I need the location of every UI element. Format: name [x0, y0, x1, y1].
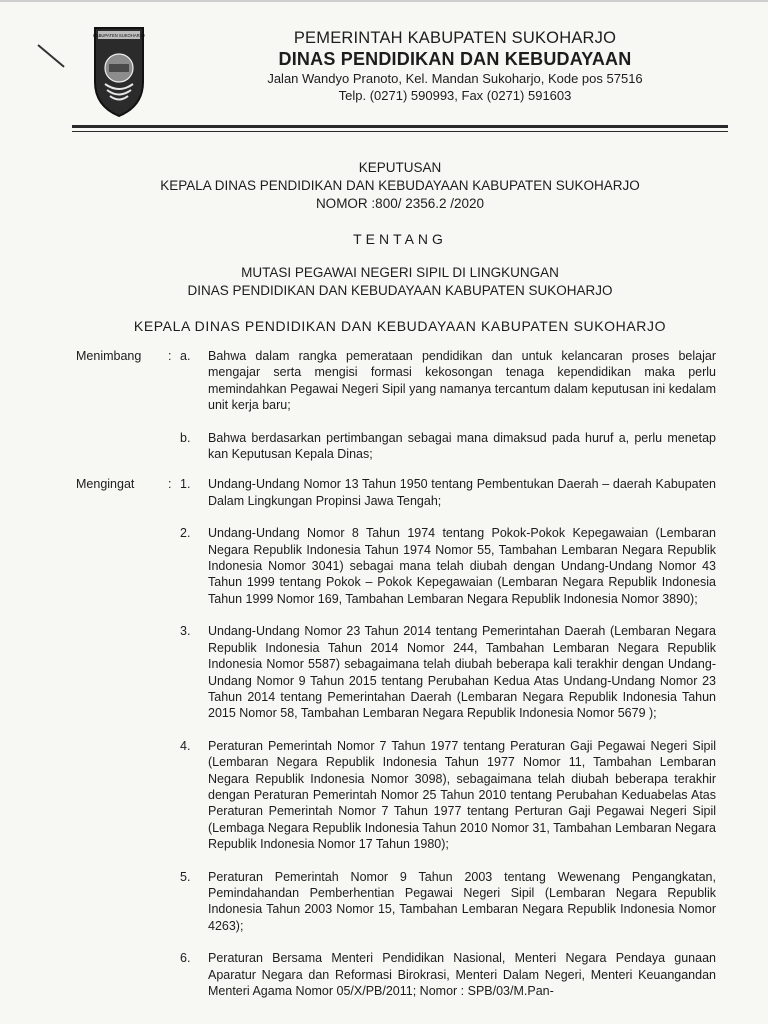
list-item [72, 869, 716, 935]
item-marker: a. [180, 349, 191, 363]
item-text: Peraturan Pemerintah Nomor 9 Tahun 2003 tentang Wewenang Pengangkatan, Pemindahandan Pemberhentian Pegawai Negeri Sipil (Lembaran Negara Republik Indonesia Tahun 2003 Nomor 15, Tambahan Lembaran Negara Republik Indonesia Nomor 4263); [208, 869, 716, 933]
mengingat-section [72, 476, 716, 999]
clauses [72, 348, 716, 999]
decree-number: NOMOR :800/ 2356.2 /2020 [315, 196, 485, 211]
item-text: Bahwa dalam rangka pemerataan pendidikan dan untuk kelancaran proses belajar mengajar serta mengisi formasi kekosongan tenaga kependidikan maka perlu memindahkan Pegawai Negeri Sipil yang namanya tercantum dalam keputusan ini kedalam unit kerja baru; [208, 349, 716, 413]
item-text: Undang-Undang Nomor 8 Tahun 1974 tentang Pokok-Pokok Kepegawaian (Lembaran Negara Republik Indonesia Tahun 1974 Nomor 55, Tambahan Lembaran Negara Republik Indonesia Nomor 3041) sebagai mana telah diubah dengan Undang-Undang Nomor 43 Tahun 1999 tentang Pokok – Pokok Kepegawaian (Lembaran Negara Republik Indonesia Tahun 1999 Nomor 169, Tambahan Lembaran Negara Republik Indonesia Nomor 3890); [208, 526, 716, 606]
letterhead-rule-thick [72, 125, 728, 128]
letterhead [190, 28, 720, 104]
list-item [72, 623, 716, 721]
issuing-official: KEPALA DINAS PENDIDIKAN DAN KEBUDAYAAN KABUPATEN SUKOHARJO [133, 318, 667, 334]
section-colon: : [168, 349, 172, 363]
item-text: Peraturan Pemerintah Nomor 7 Tahun 1977 tentang Peraturan Gaji Pegawai Negeri Sipil (Lembaran Negara Republik Indonesia Tahun 1977 Nomor 11, Tambahan Lembaran Negara Republik Indonesia Nomor 3098), sebagaimana telah diubah beberapa terakhir dengan Peraturan Pemerintah Nomor 25 Tahun 2010 tentang Perubahan Keduabelas Atas Peraturan Pemerintah Nomor 7 Tahun 1977 tentang Perturan Gaji Pegawai Negeri Sipil (Lembaga Negara Republik Indonesia Tahun 2010 Nomor 31, Tambahan Lembaran Negara Republik Indonesia Nomor 17 Tahun 1980); [208, 738, 716, 852]
item-text: Undang-Undang Nomor 23 Tahun 2014 tentang Pemerintahan Daerah (Lembaran Negara Republik Indonesia Tahun 2014 Nomor 244, Tambahan Lembaran Negara Republik Indonesia Nomor 5587) sebagaimana telah diubah beberapa kali terakhir dengan Undang-Undang Nomor 9 Tahun 2015 tentang Perubahan Kedua Atas Undang-Undang Nomor 23 Tahun 2014 tentang Pemerintahan Daerah (Lembaran Negara Republik Indonesia Tahun 2015 Nomor 58, Tambahan Lembaran Negara Republik Indonesia Nomor 5679 ); [208, 624, 716, 721]
list-item [72, 430, 716, 463]
list-item [72, 950, 716, 999]
item-text: Undang-Undang Nomor 13 Tahun 1950 tentang Pembentukan Daerah – daerah Kabupaten Dalam Lingkungan Propinsi Jawa Tengah; [208, 477, 716, 508]
subject-line-1: MUTASI PEGAWAI NEGERI SIPIL DI LINGKUNGAN [241, 265, 559, 280]
list-item [72, 476, 716, 509]
section-colon: : [168, 477, 172, 492]
list-item [72, 525, 716, 607]
item-marker: 6. [180, 951, 191, 966]
scan-mark [37, 44, 64, 67]
subject-line-2: DINAS PENDIDIKAN DAN KEBUDAYAAN KABUPATEN SUKOHARJO [187, 283, 613, 298]
menimbang-section [72, 348, 716, 462]
item-marker: 3. [180, 624, 191, 639]
list-item [72, 738, 716, 853]
department-address: Jalan Wandyo Pranoto, Kel. Mandan Sukoharjo, Kode pos 57516 [267, 71, 643, 86]
decree-type: KEPUTUSAN [358, 160, 442, 175]
about-label: TENTANG [353, 231, 447, 247]
item-text: Peraturan Bersama Menteri Pendidikan Nasional, Menteri Negara Pendaya gunaan Aparatur Negara dan Reformasi Birokrasi, Menteri Dalam Negeri, Menteri Keuangandan Menteri Agama Nomor 05/X/PB/2011; Nomor : SPB/03/M.Pan- [208, 951, 716, 998]
item-marker: 1. [180, 477, 191, 492]
letterhead-rule-thin [72, 131, 728, 132]
item-marker: 2. [180, 526, 191, 541]
item-marker: 5. [180, 869, 191, 884]
decree-issuer: KEPALA DINAS PENDIDIKAN DAN KEBUDAYAAN KABUPATEN SUKOHARJO [160, 178, 640, 193]
section-label: Menimbang [76, 349, 142, 363]
regency-emblem-icon [92, 24, 146, 120]
emblem-caption: KABUPATEN SUKOHARJO [93, 33, 145, 39]
decree-title [72, 159, 728, 213]
section-label: Mengingat [76, 477, 135, 492]
list-item [72, 348, 716, 414]
item-text: Bahwa berdasarkan pertimbangan sebagai mana dimaksud pada huruf a, perlu menetap kan Keputusan Kepala Dinas; [208, 430, 716, 462]
item-marker: b. [180, 430, 191, 445]
decree-subject [72, 264, 728, 300]
government-name: PEMERINTAH KABUPATEN SUKOHARJO [293, 29, 617, 47]
department-contact: Telp. (0271) 590993, Fax (0271) 591603 [338, 88, 572, 103]
department-name: DINAS PENDIDIKAN DAN KEBUDAYAAN [278, 49, 632, 69]
item-marker: 4. [180, 738, 191, 753]
